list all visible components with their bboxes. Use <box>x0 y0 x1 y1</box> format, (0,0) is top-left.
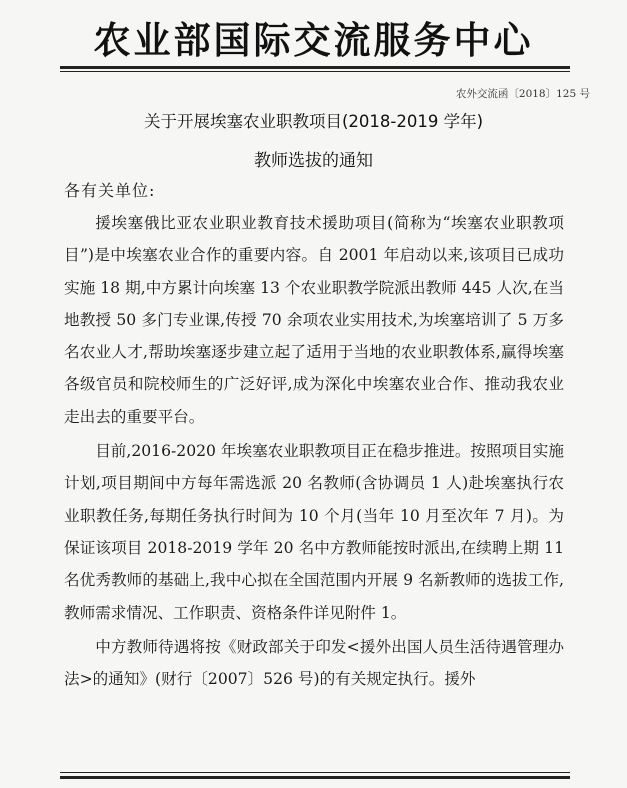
notice-title-line1: 关于开展埃塞农业职教项目(2018-2019 学年) <box>143 112 484 131</box>
notice-body <box>64 207 564 697</box>
body-paragraph-3: 中方教师待遇将按《财政部关于印发<援外出国人员生活待遇管理办法>的通知》(财行〔2007〕526 号)的有关规定执行。援外 <box>64 637 564 689</box>
letterhead-rule-thin <box>60 71 570 72</box>
footer-rule-thin <box>60 772 570 773</box>
footer-rule-thick <box>60 776 570 779</box>
letterhead-rule-thick <box>60 66 570 69</box>
notice-title-line2: 教师选拔的通知 <box>254 151 373 171</box>
body-paragraph-1: 援埃塞俄比亚农业职业教育技术援助项目(简称为“埃塞农业职教项目”)是中埃塞农业合作的重要内容。自 2001 年启动以来,该项目已成功实施 18 期,中方累计向埃塞 13 个农业职教学院派出教师 445 人次,在当地教授 50 多门专业课,传授 70 余项农业实用技术,为埃塞培训了 5 万多名农业人才,帮助埃塞逐步建立起了适用于当地的农业职教体系,赢得埃塞各级官员和院校师生的广泛好评,成为深化中埃塞农业合作、推动我农业走出去的重要平台。 <box>64 214 564 426</box>
salutation: 各有关单位: <box>64 181 156 200</box>
letterhead-title: 农业部国际交流服务中心 <box>93 18 534 62</box>
document-number: 农外交流函〔2018〕125 号 <box>455 88 590 100</box>
body-paragraph-2: 目前,2016-2020 年埃塞农业职教项目正在稳步推进。按照项目实施计划,项目期间中方每年需选派 20 名教师(含协调员 1 人)赴埃塞执行农业职教任务,每期任务执行时间为 10 个月(当年 10 月至次年 7 月)。为保证该项目 2018-2019 学年 20 名中方教师能按时派出,在续聘上期 11 名优秀教师的基础上,我中心拟在全国范围内开展 9 名新教师的选拔工作,教师需求情况、工作职责、资格条件详见附件 1。 <box>64 442 564 622</box>
